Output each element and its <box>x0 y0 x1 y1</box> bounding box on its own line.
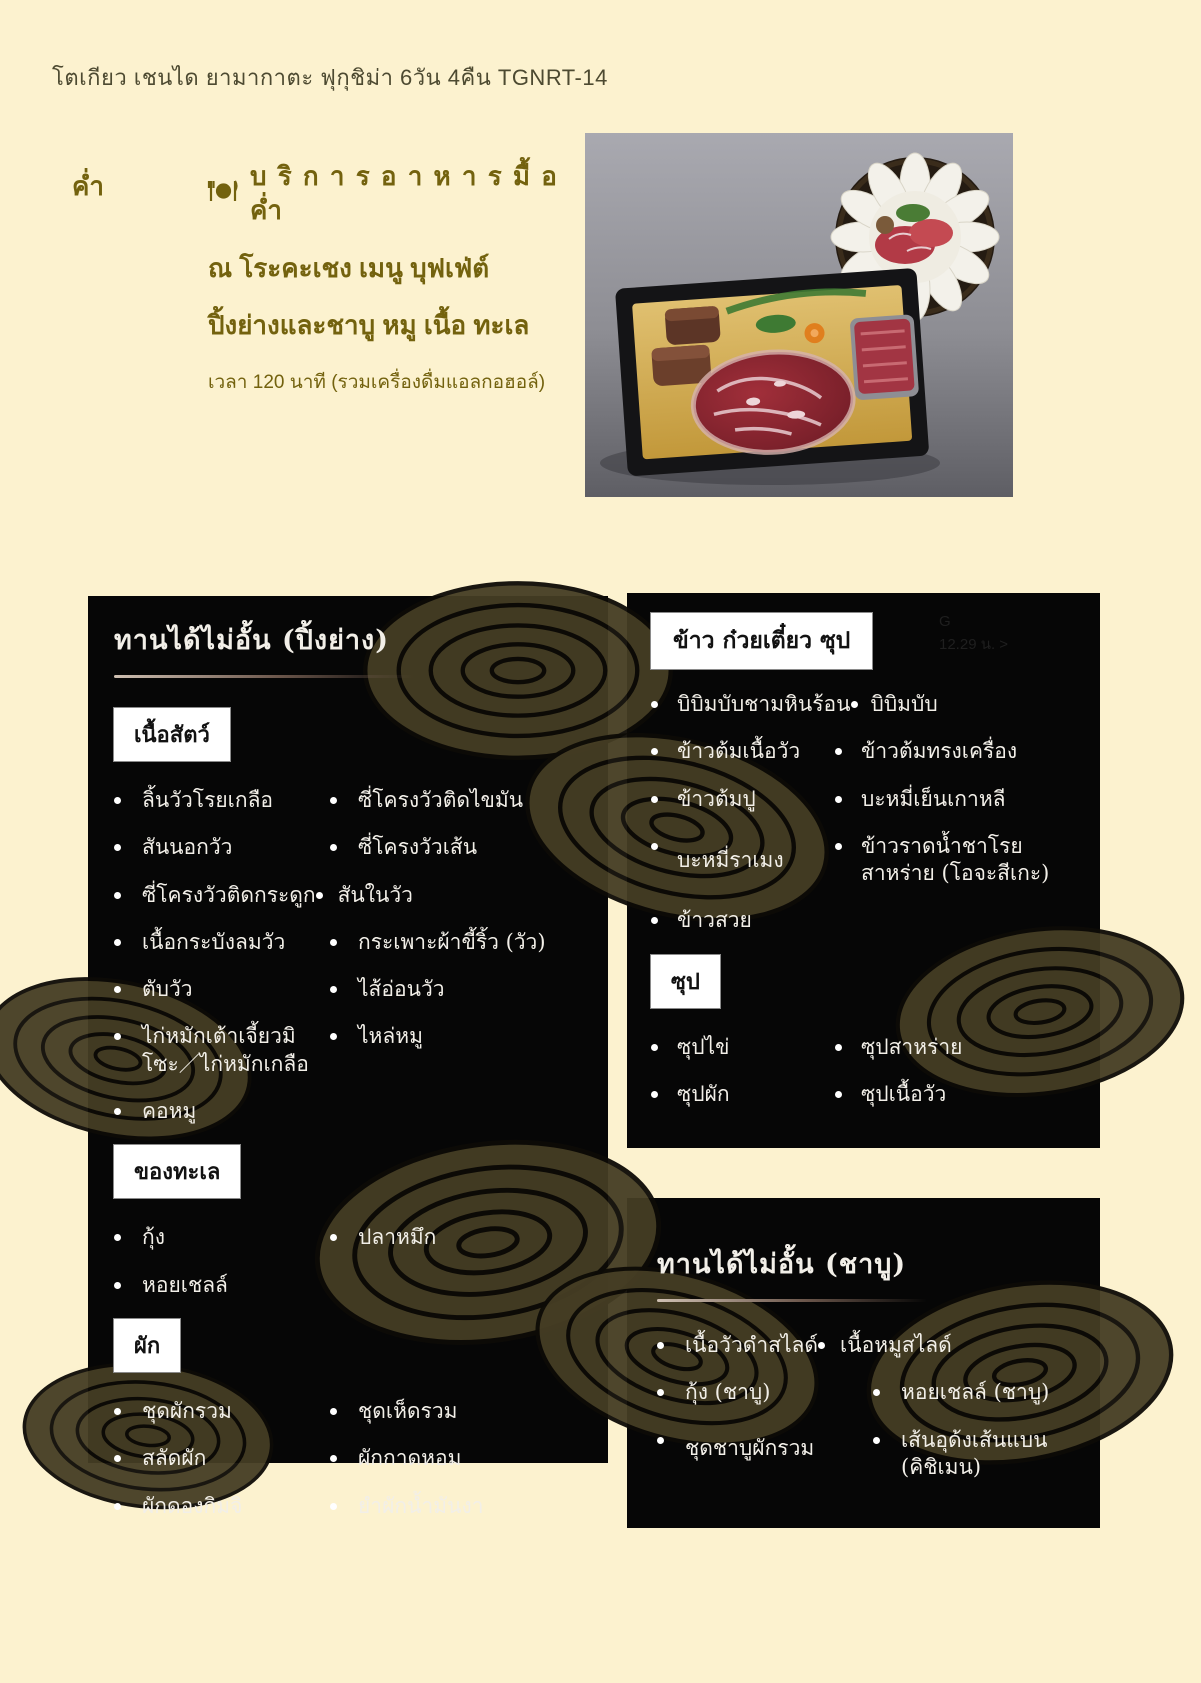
section-label-vegetables: ผัก <box>114 1319 180 1372</box>
menu-item-row: เนื้อกระบังลมวัว กระเพาะผ้าขี้ริ้ว (วัว) <box>114 929 582 956</box>
bullet-icon <box>114 1503 121 1510</box>
bullet-icon <box>835 748 842 755</box>
grill-menu-panel <box>88 596 608 1518</box>
dinner-title-line3: ปิ้งย่างและชาบู หมู เนื้อ ทะเล <box>208 310 530 341</box>
menu-item-row: ข้าวสวย <box>651 907 1076 934</box>
shabu-list <box>657 1332 1070 1481</box>
menu-item-row: กุ้ง ปลาหมึก <box>114 1224 582 1251</box>
faint-watermark: G 12.29 น. > <box>939 613 1009 653</box>
rice-list <box>651 691 1076 935</box>
dinner-photo <box>585 133 1013 497</box>
bullet-icon <box>651 917 658 924</box>
bullet-icon <box>330 797 337 804</box>
shabu-panel-title: ทานได้ไม่อั้น (ชาบู) <box>657 1249 907 1280</box>
dinner-photo-illustration <box>585 133 1013 497</box>
menu-item-row: ซี่โครงวัวติดกระดูก สันในวัว <box>114 882 582 909</box>
bullet-icon <box>818 1342 825 1349</box>
menu-item-row: บิบิมบับชามหินร้อน บิบิมบับ <box>651 691 1076 718</box>
bullet-icon <box>657 1342 664 1349</box>
menu-item-row: กุ้ง (ชาบู) หอยเชลล์ (ชาบู) <box>657 1379 1070 1406</box>
dinner-title-line1: บ ริ ก า ร อ า ห า ร มื้ อ ค่ำ <box>250 161 559 225</box>
grill-panel-title: ทานได้ไม่อั้น (ปิ้งย่าง) <box>114 625 390 656</box>
shabu-menu-panel <box>627 1198 1100 1528</box>
bullet-icon <box>651 843 658 850</box>
meat-list <box>114 787 582 1125</box>
dinner-duration: เวลา 120 นาที (รวมเครื่องดื่มแอลกอฮอล์) <box>208 372 546 394</box>
bullet-icon <box>330 939 337 946</box>
bullet-icon <box>114 1234 121 1241</box>
bullet-icon <box>835 843 842 850</box>
tray-illustration <box>615 268 929 477</box>
soup-list <box>651 1034 1076 1109</box>
bullet-icon <box>114 892 121 899</box>
menu-item-row: ข้าวต้มเนื้อวัว ข้าวต้มทรงเครื่อง <box>651 738 1076 765</box>
bullet-icon <box>651 1091 658 1098</box>
bullet-icon <box>651 748 658 755</box>
divider <box>657 1299 927 1302</box>
bullet-icon <box>114 1033 121 1040</box>
bullet-icon <box>651 796 658 803</box>
menu-item-row: หอยเชลล์ <box>114 1272 582 1299</box>
section-label-seafood: ของทะเล <box>114 1145 240 1198</box>
section-label-soup: ซุป <box>651 955 720 1008</box>
bullet-icon <box>114 939 121 946</box>
bullet-icon <box>114 1108 121 1115</box>
bullet-icon <box>330 1455 337 1462</box>
menu-item-row: ชุดชาบูผักรวม เส้นอุด้งเส้นแบน (คิชิเมน) <box>657 1427 1070 1482</box>
menu-item-row: ตับวัว ไส้อ่อนวัว <box>114 976 582 1003</box>
meal-time-label: ค่ำ <box>72 171 104 201</box>
divider <box>114 675 414 678</box>
rice-panel-title: ข้าว ก๋วยเตี๋ยว ซุป <box>651 613 872 669</box>
bullet-icon <box>114 1455 121 1462</box>
dinner-title-line2: ณ โระคะเชง เมนู บุฟเฟ่ต์ <box>208 252 490 283</box>
bullet-icon <box>114 1282 121 1289</box>
bullet-icon <box>330 986 337 993</box>
section-label-meat: เนื้อสัตว์ <box>114 708 230 761</box>
menu-item-row: ลิ้นวัวโรยเกลือ ซี่โครงวัวติดไขมัน <box>114 787 582 814</box>
bullet-icon <box>651 701 658 708</box>
menu-item-row: ไก่หมักเต้าเจี้ยวมิโซะ／ไก่หมักเกลือ ไหล่หมู <box>114 1023 582 1078</box>
menu-item-row: เนื้อวัวดำสไลด์ เนื้อหมูสไลด์ <box>657 1332 1070 1359</box>
menu-item-row: สันนอกวัว ซี่โครงวัวเส้น <box>114 834 582 861</box>
bullet-icon <box>330 1234 337 1241</box>
bullet-icon <box>657 1389 664 1396</box>
dining-icon <box>208 177 238 211</box>
menu-item-row: ซุปไข่ ซุปสาหร่าย <box>651 1034 1076 1061</box>
bullet-icon <box>114 844 121 851</box>
menu-item-row: ชุดผักรวม ชุดเห็ดรวม <box>114 1398 582 1425</box>
bullet-icon <box>657 1437 664 1444</box>
bullet-icon <box>835 1044 842 1051</box>
bullet-icon <box>330 844 337 851</box>
page-header: โตเกียว เชนได ยามากาตะ ฟุกุชิม่า 6วัน 4คืน TGNRT-14 <box>52 65 608 90</box>
bullet-icon <box>114 1408 121 1415</box>
bullet-icon <box>114 986 121 993</box>
menu-item-row: ข้าวต้มปู บะหมี่เย็นเกาหลี <box>651 786 1076 813</box>
bullet-icon <box>835 796 842 803</box>
seafood-list <box>114 1224 582 1299</box>
bullet-icon <box>835 1091 842 1098</box>
menu-item-row: ผักดองกิมจิ ยำผักน้ำมันงา <box>114 1493 582 1520</box>
bullet-icon <box>330 1408 337 1415</box>
bullet-icon <box>873 1437 880 1444</box>
menu-item-row: บะหมี่ราเมง ข้าวราดน้ำชาโรยสาหร่าย (โอจะสีเกะ) <box>651 833 1076 888</box>
menu-item-row: สลัดผัก ผักกาดหอม <box>114 1445 582 1472</box>
bullet-icon <box>651 1044 658 1051</box>
vegetables-list <box>114 1398 582 1520</box>
bullet-icon <box>851 701 858 708</box>
menu-item-row: ซุปผัก ซุปเนื้อวัว <box>651 1081 1076 1108</box>
rice-noodle-soup-panel <box>627 593 1100 1148</box>
bullet-icon <box>330 1503 337 1510</box>
menu-item-row: คอหมู <box>114 1098 582 1125</box>
bullet-icon <box>330 1033 337 1040</box>
bullet-icon <box>114 797 121 804</box>
dinner-description <box>208 160 568 397</box>
bullet-icon <box>316 892 323 899</box>
bullet-icon <box>873 1389 880 1396</box>
